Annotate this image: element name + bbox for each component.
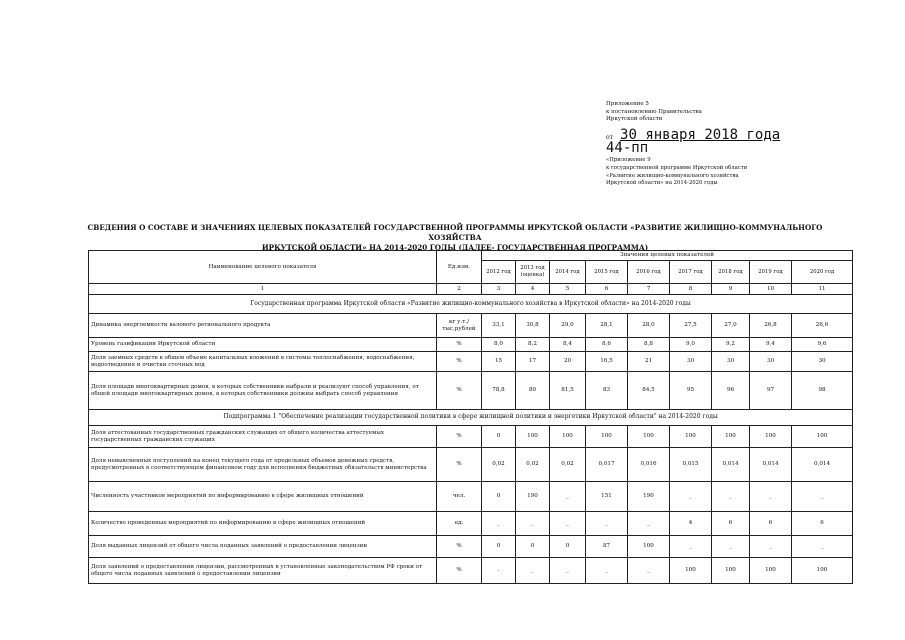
indicator-value: 30 [670,352,712,372]
indicator-value: 100 [712,426,750,448]
date-prefix: от [606,134,613,141]
indicator-value: 8,2 [516,338,550,352]
year-header: 2015 год [586,261,628,284]
column-number: 4 [516,284,550,295]
indicator-value: 84,5 [628,372,670,410]
indicator-name: Доля площади многоквартирных домов, в которых собственники выбрали и реализуют способ управления, от общей площади многоквартирных домов, в которых собственники должны выбрать способ управления [89,372,437,410]
table-row [89,352,853,372]
table-row [89,372,853,410]
indicator-name: Доля заявлений о предоставлении лицензии, рассмотренных в установленные законодательством РФ сроки от общего числа поданных заявлений о предоставлении лицензии [89,558,437,584]
table-row [89,512,853,536]
indicator-value: 28,1 [586,314,628,338]
column-number: 6 [586,284,628,295]
indicator-value: 95 [670,372,712,410]
indicator-value: 100 [586,426,628,448]
indicator-value: 17 [516,352,550,372]
indicator-value: 8,4 [550,338,586,352]
indicator-value: _ [628,512,670,536]
table-row [89,482,853,512]
indicator-value: 6 [792,512,853,536]
indicator-value: 100 [750,558,792,584]
indicator-value: 100 [628,536,670,558]
indicator-value: 15 [482,352,516,372]
indicator-value: _ [670,536,712,558]
section-row: Подпрограмма 1 "Обеспечение реализации государственной политики в сфере жилищной политики и энергетики Иркутской области" на 2014-2020 годы [89,410,853,426]
indicator-value: _ [550,558,586,584]
indicator-unit: % [437,558,482,584]
indicator-value: 16,5 [586,352,628,372]
section1-rows [89,314,853,410]
indicator-value: 26,8 [750,314,792,338]
indicator-value: _ [750,482,792,512]
indicator-unit: % [437,372,482,410]
title-line: СВЕДЕНИЯ О СОСТАВЕ И ЗНАЧЕНИЯХ ЦЕЛЕВЫХ ПОКАЗАТЕЛЕЙ ГОСУДАРСТВЕННОЙ ПРОГРАММЫ ИРКУТСКОЙ ОБЛАСТИ «РАЗВИТИЕ ЖИЛИЩНО-КОММУНАЛЬНОГО ХОЗЯЙСТВА [87,223,823,242]
column-number: 1 [89,284,437,295]
indicator-name: Доля невыясненных поступлений на конец текущего года от предельных объемов денежных средств, предусмотренных в соответствующем финансовом году для исполнения бюджетных обязательств министерства [89,448,437,482]
indicator-value: 190 [628,482,670,512]
indicator-unit: % [437,352,482,372]
indicator-value: 26,6 [792,314,853,338]
indicator-value: 100 [670,558,712,584]
indicator-value: 96 [712,372,750,410]
indicator-value: 98 [792,372,853,410]
indicator-value: _ [482,512,516,536]
indicator-value: 20 [550,352,586,372]
indicator-value: 0,017 [586,448,628,482]
year-header: 2013 год (оценка) [516,261,550,284]
indicators-table [88,250,853,584]
appendix-line: Приложение 5 [606,101,649,107]
indicator-value: _ [712,482,750,512]
indicator-value: 100 [750,426,792,448]
indicator-unit: % [437,338,482,352]
column-number: 7 [628,284,670,295]
table-row [89,448,853,482]
indicator-value: _ [750,536,792,558]
title-line: ИРКУТСКОЙ ОБЛАСТИ» НА 2014-2020 ГОДЫ (ДАЛЕЕ- ГОСУДАРСТВЕННАЯ ПРОГРАММА) [261,243,649,252]
indicator-name: Уровень газификации Иркутской области [89,338,437,352]
indicator-unit: % [437,536,482,558]
indicator-name: Доля аттестованных государственных гражданских служащих от общего количества аттестуемых государственных гражданских служащих [89,426,437,448]
indicator-unit: % [437,448,482,482]
table-row [89,338,853,352]
indicator-value: 33,1 [482,314,516,338]
appendix-line: Иркутской области [606,116,663,123]
indicator-value: _ [792,536,853,558]
year-header: 2017 год [670,261,712,284]
indicator-value: 8,6 [586,338,628,352]
table-row [89,558,853,584]
appendix-note [606,101,702,124]
indicator-value: 0,014 [750,448,792,482]
indicator-value: 100 [792,558,853,584]
indicator-value: 100 [792,426,853,448]
indicator-value: 4 [670,512,712,536]
indicator-value: 78,8 [482,372,516,410]
indicator-value: _ [550,512,586,536]
year-header: 2016 год [628,261,670,284]
indicator-value: _ [586,512,628,536]
indicator-name: Количество проведенных мероприятий по информированию в сфере жилищных отношений [89,512,437,536]
column-number: 2 [437,284,482,295]
year-header: 2019 год [750,261,792,284]
handwritten-number: 44-пп [606,140,649,156]
indicator-name: Динамика энергоемкости валового регионального продукта [89,314,437,338]
indicator-value: 30 [792,352,853,372]
indicator-value: 100 [550,426,586,448]
table-row [89,314,853,338]
column-number: 10 [750,284,792,295]
indicator-value: 0 [482,482,516,512]
indicator-value: 8,0 [482,338,516,352]
indicator-value: 27,5 [670,314,712,338]
sub-appendix-note [606,157,747,188]
indicator-unit: % [437,426,482,448]
year-header: 2018 год [712,261,750,284]
indicator-value: 6 [750,512,792,536]
indicator-value: 0 [550,536,586,558]
indicator-value: 0 [516,536,550,558]
appendix-line: к постановлению Правительства [606,108,702,115]
indicator-value: 9,0 [670,338,712,352]
indicator-value: 9,6 [792,338,853,352]
indicator-value: 27,0 [712,314,750,338]
section2-rows [89,426,853,584]
indicator-value: 30 [750,352,792,372]
indicator-value: _ [670,482,712,512]
indicator-value: 28,0 [628,314,670,338]
indicator-unit: чел. [437,482,482,512]
indicator-value: 97 [750,372,792,410]
year-header: 2014 год [550,261,586,284]
indicator-value: 9,2 [712,338,750,352]
indicator-value: . [482,558,516,584]
indicator-name: Доля выданных лицензий от общего числа поданных заявлений о предоставлении лицензии [89,536,437,558]
sub-appendix-line: «Приложение 9 [606,157,651,163]
header-unit: Ед.изм. [437,251,482,284]
indicator-value: 0 [482,536,516,558]
column-number: 3 [482,284,516,295]
year-header: 2020 год [792,261,853,284]
indicator-value: 30,8 [516,314,550,338]
sub-appendix-line: «Развитие жилищно-коммунального хозяйства [606,172,739,179]
document-title [60,223,850,253]
table-row [89,426,853,448]
indicator-value: 0,016 [628,448,670,482]
column-number: 11 [792,284,853,295]
indicator-value: 30 [712,352,750,372]
column-number: 5 [550,284,586,295]
header-indicator-name: Наименование целевого показателя [89,251,437,284]
indicator-value: _ [550,482,586,512]
indicator-value: 0,014 [792,448,853,482]
indicator-name: Численность участников мероприятий по информированию в сфере жилищных отношений [89,482,437,512]
sub-appendix-line: Иркутской области» на 2014-2020 годы [606,180,718,187]
indicator-value: 8,8 [628,338,670,352]
table-row [89,536,853,558]
indicator-value: 0,015 [670,448,712,482]
indicator-value: 0,02 [482,448,516,482]
column-number: 9 [712,284,750,295]
indicator-name: Доля заемных средств в общем объеме капитальных вложений в системы теплоснабжения, водоснабжения, водоотведения и очистки сточных вод [89,352,437,372]
sub-appendix-line: к государственной программе Иркутской области [606,164,748,171]
indicator-value: 29,0 [550,314,586,338]
indicator-value: 9,4 [750,338,792,352]
indicator-value: 0,02 [516,448,550,482]
handwritten-date: 30 января 2018 года [620,127,781,143]
indicator-value: _ [792,482,853,512]
indicator-value: 100 [712,558,750,584]
year-header: 2012 год [482,261,516,284]
indicator-value: 151 [586,482,628,512]
indicator-value: 0,014 [712,448,750,482]
indicator-value: 100 [628,426,670,448]
indicator-value: 0 [482,426,516,448]
indicator-unit: ед. [437,512,482,536]
indicator-value: 81,5 [550,372,586,410]
indicator-value: 0,02 [550,448,586,482]
indicator-value: 80 [516,372,550,410]
indicator-value: 83 [586,372,628,410]
header-values: Значения целевых показателей [482,251,853,261]
indicator-value: 21 [628,352,670,372]
indicator-value: _ [516,558,550,584]
indicator-value: 190 [516,482,550,512]
indicator-value: _ [586,558,628,584]
indicator-value: 6 [712,512,750,536]
indicator-value: 100 [670,426,712,448]
column-number: 8 [670,284,712,295]
indicator-value: _ [628,558,670,584]
indicator-unit: кг у.т./ тыс.рублей [437,314,482,338]
section-row: Государственная программа Иркутской области «Развитие жилищно-коммунального хозяйства в Иркутской области» на 2014-2020 годы [89,295,853,314]
indicator-value: 100 [516,426,550,448]
indicator-value: _ [712,536,750,558]
indicator-value: 87 [586,536,628,558]
indicator-value: _ [516,512,550,536]
